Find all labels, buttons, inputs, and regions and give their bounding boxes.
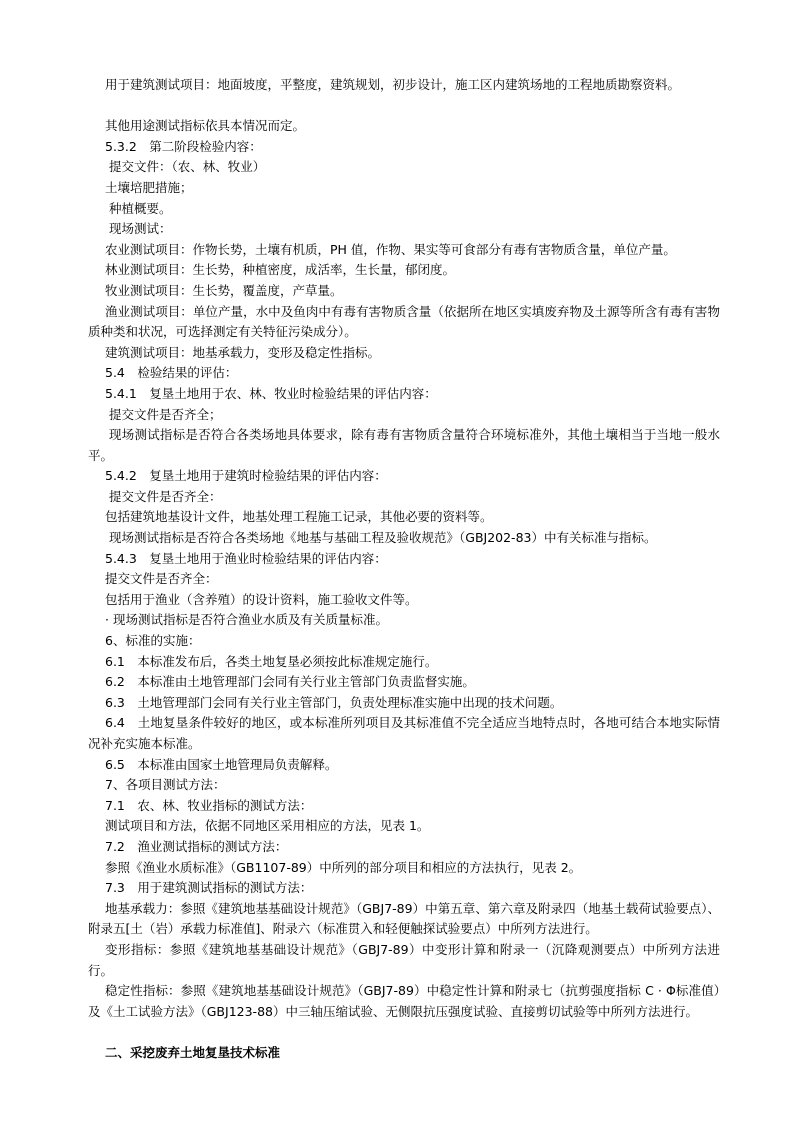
line-planting-overview: 种植概要。 <box>109 200 172 216</box>
paragraph-other-uses: 其他用途测试指标依具本情况而定。 <box>105 118 306 134</box>
line-fishery-standard-table2: 参照《渔业水质标准》（GB1107-89）中所列的部分项目和相应的方法执行，见表 2。 <box>105 859 582 875</box>
line-pasture-test: 牧业测试项目：生长势，覆盖度，产草量。 <box>105 282 343 298</box>
paragraph-field-test-standards: 现场测试指标是否符合各类场地具体要求，除有毒有害物质含量符合环境标准外，其他土壤相当于当地一般水平。 <box>88 427 720 463</box>
heading-5-4-1: 5.4.1 复垦土地用于农、林、牧业时检验结果的评估内容： <box>105 385 437 401</box>
heading-5-4-3: 5.4.3 复垦土地用于渔业时检验结果的评估内容： <box>105 550 387 566</box>
heading-5-4: 5.4 检验结果的评估： <box>105 365 238 381</box>
item-6-3: 6.3 土地管理部门会同有关行业主管部门，负责处理标准实施中出现的技术问题。 <box>105 694 563 710</box>
heading-5-4-2: 5.4.2 复垦土地用于建筑时检验结果的评估内容： <box>105 468 387 484</box>
line-forestry-test: 林业测试项目：生长势，种植密度，成活率，生长量，郁闭度。 <box>105 262 456 278</box>
heading-5-3-2: 5.3.2 第二阶段检验内容： <box>105 138 262 154</box>
line-test-methods-table1: 测试项目和方法，依据不同地区采用相应的方法，见表 1。 <box>105 818 430 834</box>
line-building-test: 建筑测试项目：地基承载力，变形及稳定性指标。 <box>105 344 381 360</box>
heading-7: 7、各项目测试方法： <box>105 777 226 793</box>
document-body <box>88 75 720 1064</box>
item-6-5: 6.5 本标准由国家土地管理局负责解释。 <box>105 756 338 772</box>
item-7-2: 7.2 渔业测试指标的测试方法： <box>105 838 288 854</box>
heading-6: 6、标准的实施： <box>105 633 201 649</box>
line-fishery-water-quality: · 现场测试指标是否符合渔业水质及有关质量标准。 <box>105 612 388 628</box>
line-field-test: 现场测试： <box>109 221 172 237</box>
item-7-1: 7.1 农、林、牧业指标的测试方法： <box>105 797 313 813</box>
paragraph-deformation: 变形指标：参照《建筑地基基础设计规范》（GBJ7-89）中变形计算和附录一（沉降观测要点）中所列方法进行。 <box>88 941 720 978</box>
paragraph-bearing-capacity: 地基承载力：参照《建筑地基基础设计规范》（GBJ7-89）中第五章、第六章及附录四（地基土载荷试验要点）、附录五[土（岩）承载力标准值]、附录六（标准贯入和轻便触探试验要点）中所列方法进行。 <box>88 900 720 937</box>
line-agriculture-test: 农业测试项目：作物长势，土壤有机质，PH 值，作物、果实等可食部分有毒有害物质含量，单位产量。 <box>105 241 676 257</box>
paragraph-stability: 稳定性指标：参照《建筑地基基础设计规范》（GBJ7-89）中稳定性计算和附录七（抗剪强度指标 C · Φ标准值）及《土工试验方法》（GBJ123-88）中三轴压缩试验、无侧限抗压强度试验、直接剪切试验等中所列方法进行。 <box>88 983 720 1019</box>
item-6-1: 6.1 本标准发布后，各类土地复垦必须按此标准规定施行。 <box>105 653 438 669</box>
line-fishery-design-docs: 包括用于渔业（含养殖）的设计资料，施工验收文件等。 <box>105 591 418 607</box>
item-7-3: 7.3 用于建筑测试指标的测试方法： <box>105 880 313 896</box>
line-documents-complete-3: 提交文件是否齐全： <box>105 571 218 587</box>
item-6-2: 6.2 本标准由土地管理部门会同有关行业主管部门负责监督实施。 <box>105 674 475 690</box>
line-building-design-docs: 包括建筑地基设计文件，地基处理工程施工记录，其他必要的资料等。 <box>105 509 493 525</box>
line-submit-documents: 提交文件：（农、林、牧业） <box>109 159 266 175</box>
paragraph-fishery-test: 渔业测试项目：单位产量，水中及鱼肉中有毒有害物质含量（依据所在地区实填废弃物及土源等所含有毒有害物质种类和状况，可选择测定有关特征污染成分）。 <box>88 303 720 340</box>
section-heading-2: 二、采挖废弃土地复垦技术标准 <box>105 1044 281 1060</box>
line-documents-complete-2: 提交文件是否齐全： <box>109 488 222 504</box>
item-6-4: 6.4 土地复垦条件较好的地区，或本标准所列项目及其标准值不完全适应当地特点时，各地可结合本地实际情况补充实施本标准。 <box>88 715 720 751</box>
line-documents-complete-1: 提交文件是否齐全； <box>109 406 222 422</box>
line-foundation-spec: 现场测试指标是否符合各类场地《地基与基础工程及验收规范》（GBJ202-83）中有关标准与指标。 <box>109 530 657 546</box>
paragraph-building-test-items: 用于建筑测试项目：地面坡度，平整度，建筑规划，初步设计，施工区内建筑场地的工程地质勘察资料。 <box>105 77 681 92</box>
line-soil-fertilization: 土壤培肥措施； <box>105 179 193 195</box>
